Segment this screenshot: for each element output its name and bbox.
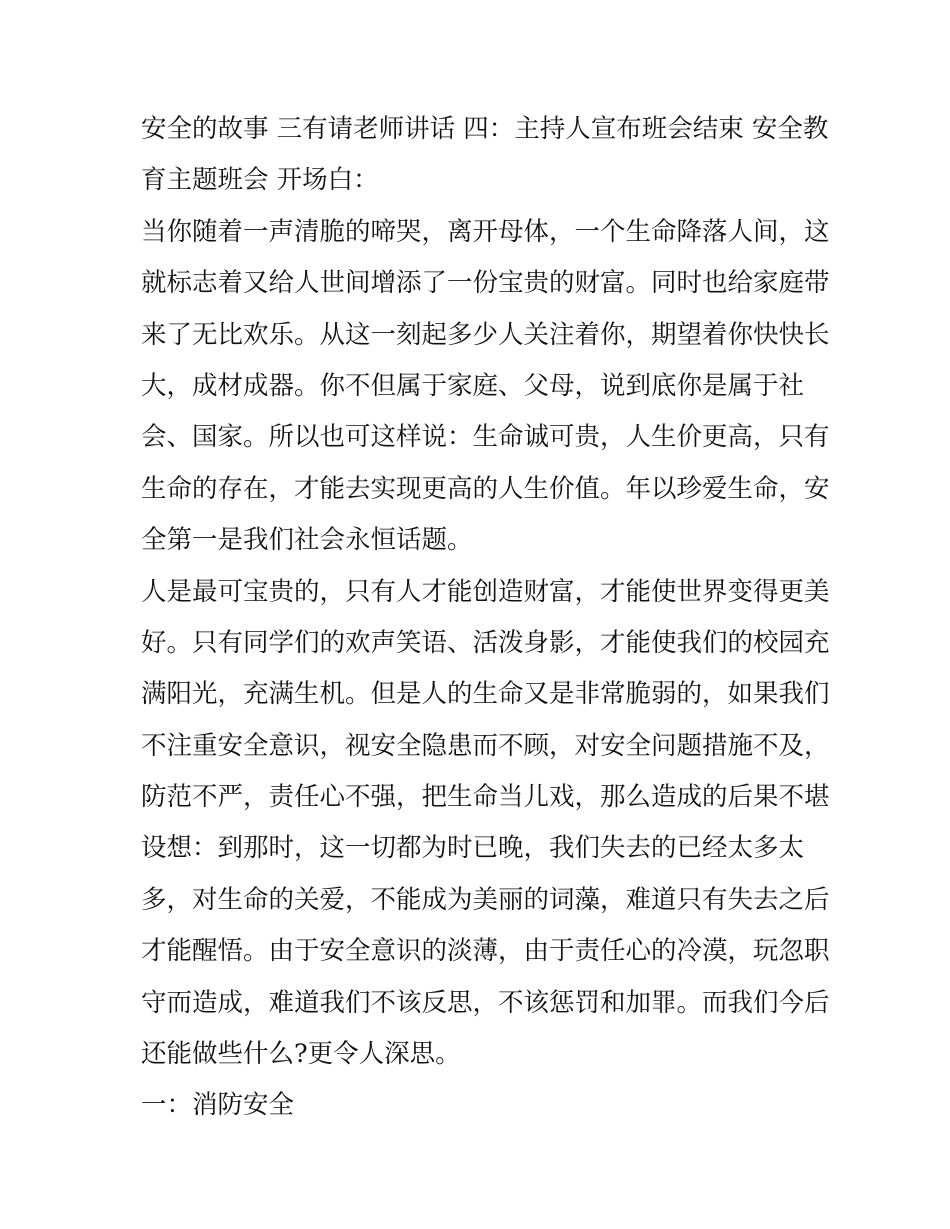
text-line: 不注重安全意识，视安全隐患而不顾，对安全问题措施不及， bbox=[141, 730, 830, 761]
text-line: 满阳光，充满生机。但是人的生命又是非常脆弱的，如果我们 bbox=[141, 679, 830, 710]
text-line: 来了无比欢乐。从这一刻起多少人关注着你，期望着你快快长 bbox=[141, 319, 830, 350]
text-line: 当你随着一声清脆的啼哭，离开母体，一个生命降落人间，这 bbox=[141, 216, 830, 247]
section-heading: 一：消防安全 bbox=[141, 1090, 295, 1121]
text-line: 全第一是我们社会永恒话题。 bbox=[141, 525, 473, 556]
text-line: 还能做些什么?更令人深思。 bbox=[141, 1039, 461, 1070]
text-line: 生命的存在，才能去实现更高的人生价值。年以珍爱生命，安 bbox=[141, 473, 830, 504]
text-line: 就标志着又给人世间增添了一份宝贵的财富。同时也给家庭带 bbox=[141, 268, 830, 299]
text-line: 才能醒悟。由于安全意识的淡薄，由于责任心的冷漠，玩忽职 bbox=[141, 936, 830, 967]
document-body bbox=[141, 104, 830, 1132]
text-line: 设想：到那时，这一切都为时已晚，我们失去的已经太多太 bbox=[141, 833, 805, 864]
text-line: 会、国家。所以也可这样说：生命诚可贵，人生价更高，只有 bbox=[141, 422, 830, 453]
text-line: 好。只有同学们的欢声笑语、活泼身影，才能使我们的校园充 bbox=[141, 627, 830, 658]
text-line: 安全的故事 三有请老师讲话 四：主持人宣布班会结束 安全教 bbox=[141, 114, 829, 144]
text-line: 育主题班会 开场白： bbox=[141, 165, 379, 196]
text-line: 大，成材成器。你不但属于家庭、父母，说到底你是属于社 bbox=[141, 370, 805, 401]
text-line: 多，对生命的关爱，不能成为美丽的词藻，难道只有失去之后 bbox=[141, 884, 830, 915]
text-line: 防范不严，责任心不强，把生命当儿戏，那么造成的后果不堪 bbox=[141, 782, 830, 813]
text-line: 守而造成，难道我们不该反思，不该惩罚和加罪。而我们今后 bbox=[141, 987, 830, 1018]
text-line: 人是最可宝贵的，只有人才能创造财富，才能使世界变得更美 bbox=[141, 576, 830, 607]
